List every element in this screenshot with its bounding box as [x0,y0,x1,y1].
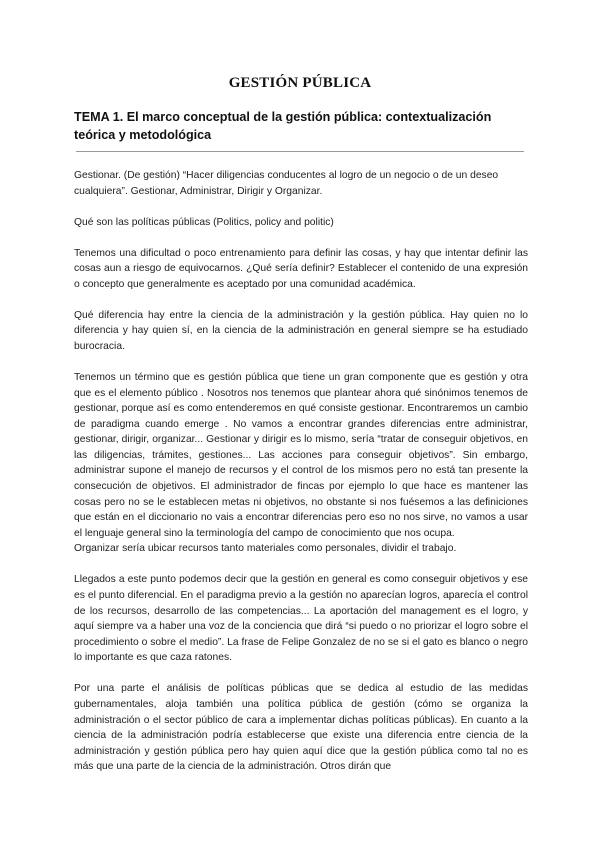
paragraph-ciencia-administracion: Qué diferencia hay entre la ciencia de la administración y la gestión pública. Hay quien no lo diferencia y hay quien sí, en la ciencia de la administración en general siempre se ha estudiado burocracia. [74,309,528,352]
paragraph-gestionar-definition: Gestionar. (De gestión) “Hacer diligencias conducentes al logro de un negocio o de un deseo cualquiera”. Gestionar, Administrar, Dirigir y Organizar. [74,170,499,197]
paragraph-objetivos: Llegados a este punto podemos decir que la gestión en general es como conseguir objetivos y ese es el punto diferencial. En el paradigma previo a la gestión no aparecían logros, aparecía el control de los recursos, desarrollo de las competencias... La aportación del management es el logro, y aquí siempre va a haber una voz de la conciencia que dirá “si puedo o no priorizar el logro sobre el procedimiento o sobre el medio”. La frase de Felipe Gonzalez de no se si el gato es blanco o negro lo importante es que caza ratones. [74,574,528,664]
paragraph-definir: Tenemos una dificultad o poco entrenamiento para definir las cosas, y hay que intentar definir las cosas aun a riesgo de equivocarnos. ¿Qué sería definir? Establecer el contenido de una expresión o concepto que generalmente es aceptado por una comunidad académica. [74,247,528,290]
paragraph-analisis-politicas: Por una parte el análisis de políticas públicas que se dedica al estudio de las medidas gubernamentales, aloja también una política pública de gestión (cómo se organiza la administración o el sector público de cara a implementar dichas políticas públicas). En cuanto a la ciencia de la administración podría establecerse que existe una diferencia entre ciencia de la administración y gestión pública pero hay quien aquí dice que la gestión pública como tal no es más que una parte de la ciencia de la administración. Otros dirán que [74,683,528,773]
paragraph-gestion-publica-termino: Tenemos un término que es gestión pública que tiene un gran componente que es gestión y otra que es el elemento público . Nosotros nos tenemos que plantear ahora qué sinónimos tenemos de gestionar, porque así es como entenderemos en qué consiste gestionar. Encontraremos un cambio de paradigma cuando emerge . No vamos a encontrar grandes diferencias entre administrar, gestionar, dirigir, organizar... Gestionar y dirigir es lo mismo, sería “tratar de conseguir objetivos, en las diligencias, trámites, gestiones... Las acciones para conseguir objetivos”. Sin embargo, administrar supone el manejo de recursos y el control de los mismos pero no está tan presente la consecución de objetivos. El administrador de fincas por ejemplo lo que hace es mantener las cosas pero no se le establecen metas ni objetivos, no obstante si nos fuésemos a las definiciones que están en el diccionario no vais a encontrar diferencias pero eso no nos sirve, no vamos a usar el lenguaje general sino la terminología del campo de conocimiento que nos ocupa. [74,371,528,539]
topic-heading: TEMA 1. El marco conceptual de la gestión pública: contextualización teórica y metodológica [74,110,492,142]
document-title: GESTIÓN PÚBLICA [228,75,372,91]
document-body [74,168,528,790]
paragraph-organizar: Organizar sería ubicar recursos tanto materiales como personales, dividir el trabajo. [74,543,457,555]
paragraph-politicas-publicas: Qué son las políticas públicas (Politics, policy and politic) [74,216,334,228]
heading-divider [76,151,524,152]
